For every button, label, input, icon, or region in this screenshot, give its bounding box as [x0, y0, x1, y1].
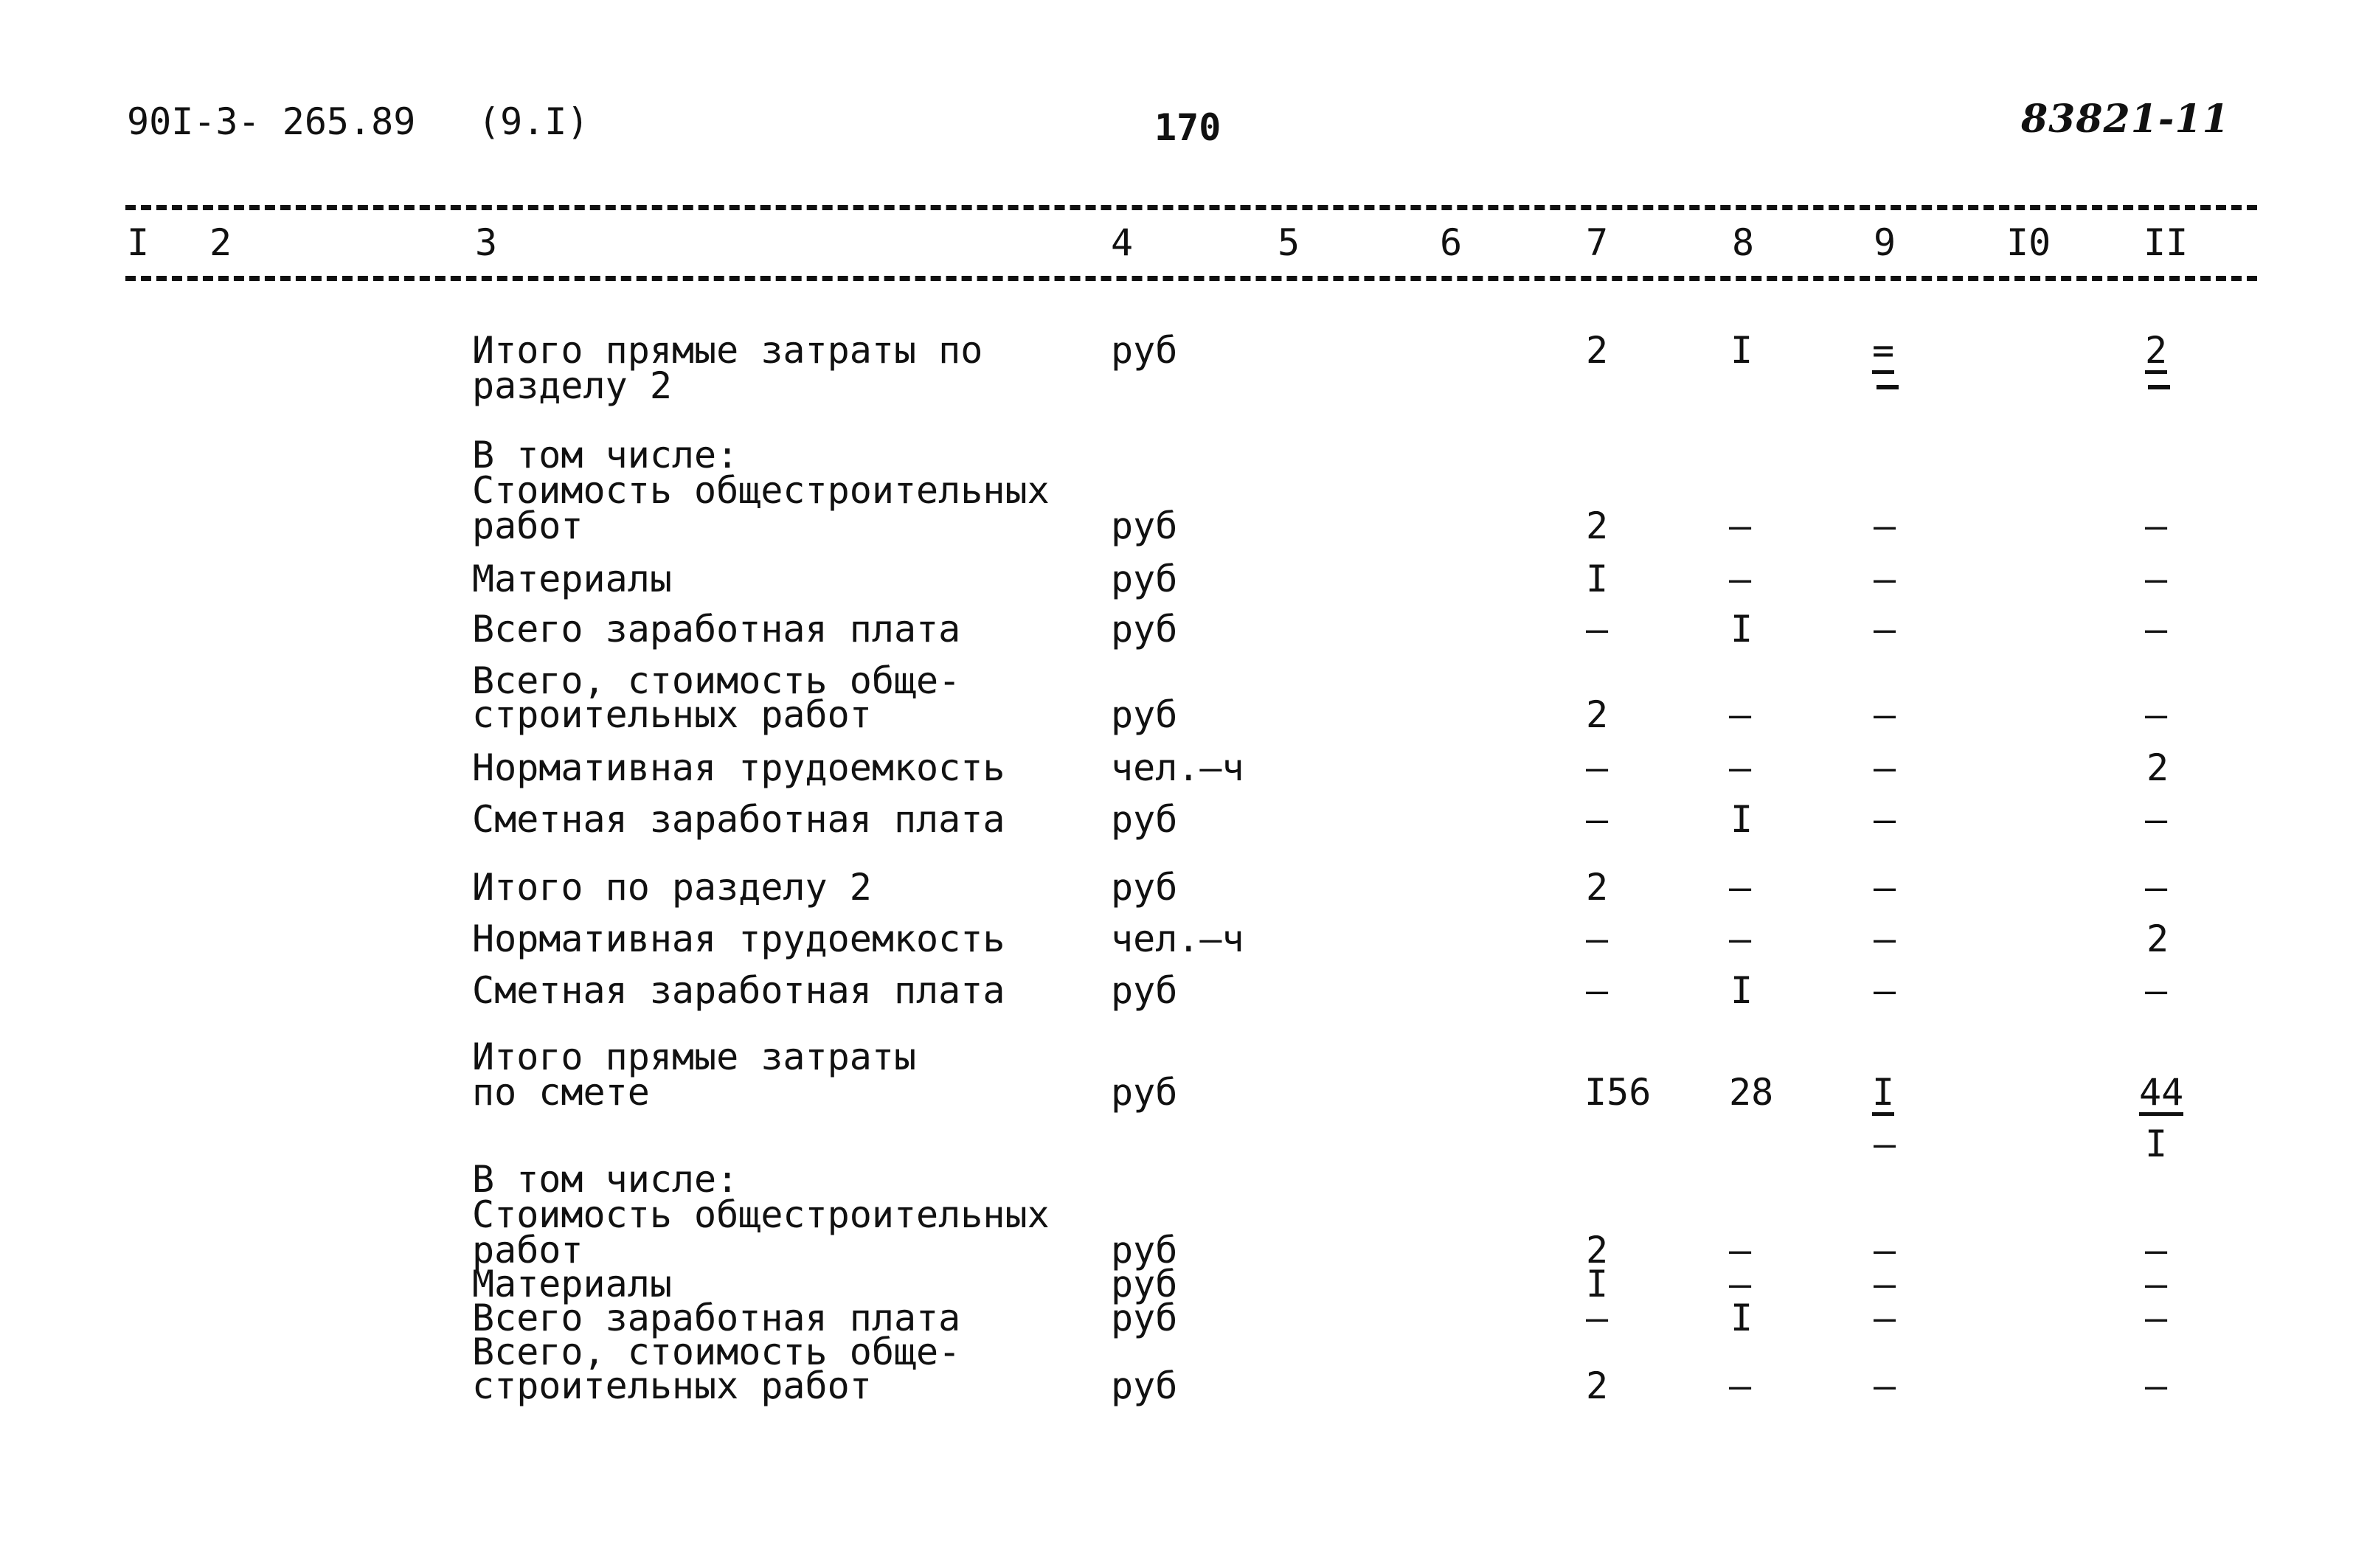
cell-col11: – — [2145, 866, 2168, 909]
cell-col11: – — [2145, 1364, 2168, 1407]
cell-col9: – — [1874, 1263, 1896, 1305]
cell-col7: – — [1586, 746, 1609, 789]
cell-col11: – — [2145, 504, 2168, 547]
row-label-line: по смете — [472, 1071, 650, 1114]
row-label-line: Всего, стоимость обще- — [472, 1331, 961, 1373]
cell-col9: – — [1874, 693, 1896, 736]
row-label-line: Всего, стоимость обще- — [472, 659, 961, 702]
row-label-line: Сметная заработная плата — [472, 969, 1005, 1012]
row-unit: руб — [1111, 866, 1178, 909]
row-label-line: Всего заработная плата — [472, 608, 961, 651]
cell-col7: 2 — [1586, 1229, 1609, 1272]
cell-col8: – — [1729, 504, 1752, 547]
row-label-line: Стоимость общестроительных — [472, 469, 1050, 512]
col-header: 8 — [1732, 221, 1755, 264]
cell-col9: – — [1874, 1229, 1896, 1272]
cell-col11: – — [2145, 608, 2168, 651]
cell-col7: – — [1586, 608, 1609, 651]
cell-col9: – — [1874, 746, 1896, 789]
cell-col9-denominator: – — [1874, 1123, 1896, 1165]
cell-col7: – — [1586, 798, 1609, 841]
cell-col8: – — [1729, 1364, 1752, 1407]
row-unit: руб — [1111, 1229, 1178, 1272]
cell-col8: – — [1729, 866, 1752, 909]
fraction-denominator-mark — [2148, 385, 2170, 389]
row-unit: руб — [1111, 558, 1178, 600]
cell-col8: – — [1729, 693, 1752, 736]
col-header: 6 — [1440, 221, 1463, 264]
section-code: (9.I) — [478, 100, 589, 143]
row-label-line: Материалы — [472, 1263, 672, 1305]
cell-col7: – — [1586, 1297, 1609, 1339]
row-label-line: работ — [472, 1229, 583, 1272]
row-unit: руб — [1111, 1263, 1178, 1305]
cell-col7: I56 — [1584, 1071, 1652, 1114]
cell-col9: = — [1872, 332, 1894, 374]
row-label-line: Сметная заработная плата — [472, 798, 1005, 841]
cell-col7: I — [1586, 558, 1609, 600]
col-header: I — [127, 221, 150, 264]
row-label-line: Нормативная трудоемкость — [472, 917, 1005, 960]
cell-col7: – — [1586, 917, 1609, 960]
col-header: 9 — [1874, 221, 1896, 264]
cell-col8: – — [1729, 1229, 1752, 1272]
col-header: 3 — [475, 221, 498, 264]
cell-col7: 2 — [1586, 693, 1609, 736]
cell-col9: – — [1874, 504, 1896, 547]
cell-col9: I — [1872, 1074, 1894, 1116]
row-label-line: Стоимость общестроительных — [472, 1193, 1050, 1236]
row-unit: руб — [1111, 329, 1178, 372]
row-label-line: строительных работ — [472, 693, 872, 736]
cell-col8: I — [1730, 798, 1753, 841]
cell-col11: 2 — [2146, 746, 2169, 789]
row-label-line: В том числе: — [472, 434, 739, 476]
cell-col7: 2 — [1586, 329, 1609, 372]
row-label-line: В том числе: — [472, 1158, 739, 1201]
col-header: 2 — [209, 221, 232, 264]
cell-col9: – — [1874, 558, 1896, 600]
row-unit: чел.–ч — [1111, 917, 1244, 960]
row-unit: руб — [1111, 693, 1178, 736]
cell-col11: – — [2145, 798, 2168, 841]
row-unit: руб — [1111, 798, 1178, 841]
cell-col11: 44 — [2139, 1074, 2183, 1116]
header-rule-top — [125, 205, 2257, 210]
row-unit: руб — [1111, 969, 1178, 1012]
row-label-line: строительных работ — [472, 1364, 872, 1407]
row-unit: руб — [1111, 1364, 1178, 1407]
col-header: II — [2144, 221, 2189, 264]
cell-col9: – — [1874, 798, 1896, 841]
cell-col8: – — [1729, 746, 1752, 789]
header-rule-bottom — [125, 276, 2257, 281]
doc-code: 90I-3- 265.89 — [127, 100, 416, 143]
fraction-denominator-mark — [1876, 385, 1899, 389]
cell-col8: – — [1729, 1263, 1752, 1305]
cell-col8: I — [1730, 329, 1753, 372]
cell-col7: – — [1586, 969, 1609, 1012]
row-label-line: Итого прямые затраты по — [472, 329, 983, 372]
cell-col9: – — [1874, 608, 1896, 651]
col-header: I0 — [2006, 221, 2051, 264]
cell-col8: I — [1730, 1297, 1753, 1339]
cell-col11-denominator: I — [2145, 1123, 2168, 1165]
row-label-line: Материалы — [472, 558, 672, 600]
cell-col11: – — [2145, 1297, 2168, 1339]
cell-col9: – — [1874, 969, 1896, 1012]
page-number: 170 — [1154, 106, 1221, 149]
row-unit: руб — [1111, 504, 1178, 547]
row-label-line: Итого по разделу 2 — [472, 866, 872, 909]
cell-col9: – — [1874, 1297, 1896, 1339]
cell-col11: – — [2145, 558, 2168, 600]
cell-col7: I — [1586, 1263, 1609, 1305]
row-unit: руб — [1111, 608, 1178, 651]
cell-col11: – — [2145, 969, 2168, 1012]
cell-col8: 28 — [1729, 1071, 1774, 1114]
cell-col8: I — [1730, 969, 1753, 1012]
row-label-line: разделу 2 — [472, 364, 672, 407]
cell-col8: – — [1729, 558, 1752, 600]
row-unit: руб — [1111, 1071, 1178, 1114]
col-header: 4 — [1111, 221, 1134, 264]
cell-col11: 2 — [2146, 917, 2169, 960]
cell-col8: I — [1730, 608, 1753, 651]
row-label-line: Нормативная трудоемкость — [472, 746, 1005, 789]
cell-col9: – — [1874, 866, 1896, 909]
col-header: 7 — [1586, 221, 1609, 264]
cell-col11: – — [2145, 693, 2168, 736]
archive-stamp: 83821-11 — [2021, 97, 2230, 142]
row-label-line: работ — [472, 504, 583, 547]
cell-col11: 2 — [2145, 332, 2167, 374]
cell-col11: – — [2145, 1263, 2168, 1305]
cell-col9: – — [1874, 1364, 1896, 1407]
cell-col7: 2 — [1586, 504, 1609, 547]
cell-col7: 2 — [1586, 866, 1609, 909]
cell-col7: 2 — [1586, 1364, 1609, 1407]
row-unit: руб — [1111, 1297, 1178, 1339]
row-unit: чел.–ч — [1111, 746, 1244, 789]
row-label-line: Итого прямые затраты — [472, 1035, 917, 1078]
cell-col9: – — [1874, 917, 1896, 960]
col-header: 5 — [1278, 221, 1300, 264]
cell-col11: – — [2145, 1229, 2168, 1272]
row-label-line: Всего заработная плата — [472, 1297, 961, 1339]
cell-col8: – — [1729, 917, 1752, 960]
